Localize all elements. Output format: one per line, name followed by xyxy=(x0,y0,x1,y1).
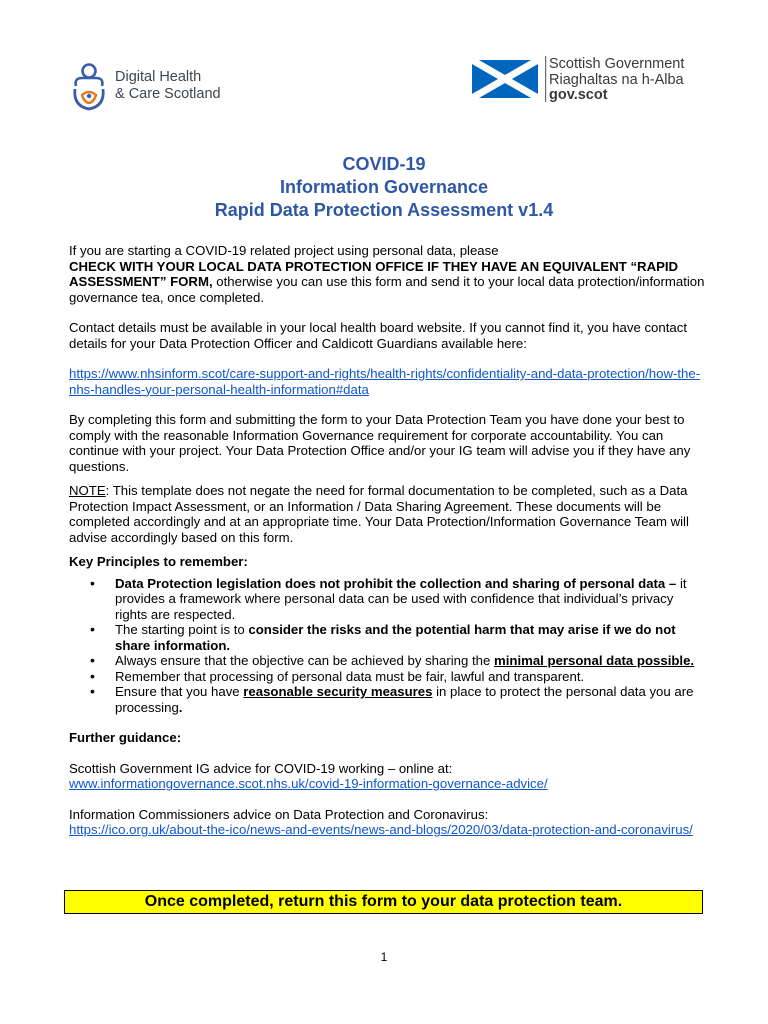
title-line-1: COVID-19 xyxy=(342,154,426,174)
bullet-icon: • xyxy=(90,652,95,668)
bullet-icon: • xyxy=(90,574,95,591)
list-item xyxy=(90,683,709,715)
principle-3-bold: minimal personal data possible. xyxy=(494,653,695,668)
dhcs-line-1: Digital Health xyxy=(115,69,202,85)
further-guidance-heading: Further guidance: xyxy=(69,730,182,745)
key-principles-heading: Key Principles to remember: xyxy=(69,554,248,569)
page-number: 1 xyxy=(380,950,388,964)
list-item xyxy=(90,652,709,669)
title-line-2: Information Governance xyxy=(279,177,489,197)
key-principles-list xyxy=(69,576,709,716)
dhcs-wordmark xyxy=(115,69,221,103)
principle-1-text: it provides a framework where personal data can be used with confidence that individual’s privacy rights are respected. xyxy=(115,575,687,622)
principle-2-text: The starting point is to xyxy=(115,622,249,637)
dhcs-line-2: & Care Scotland xyxy=(115,86,221,102)
intro-paragraph xyxy=(69,243,709,305)
principle-2-bold: consider the risks and the potential harm that may arise if we do not share information. xyxy=(115,622,676,653)
document-body xyxy=(69,243,709,838)
completing-paragraph: By completing this form and submitting the form to your Data Protection Team you have done your best to comply with the reasonable Information Governance requirement for corporate accountability. You can continue with your project. Your Data Protection Office and/or your IG team will advise you if they have any questions. xyxy=(69,412,691,474)
principle-5-bold: reasonable security measures xyxy=(243,684,433,699)
note-paragraph xyxy=(69,483,709,545)
sg-line-1: Scottish Government xyxy=(549,56,685,72)
contact-paragraph: Contact details must be available in your local health board website. If you cannot find it, you have contact details for your Data Protection Officer and Caldicott Guardians available here: xyxy=(69,320,687,351)
list-item xyxy=(90,574,709,623)
principle-4-text: Remember that processing of personal data must be fair, lawful and transparent. xyxy=(115,668,585,684)
bullet-icon: • xyxy=(90,667,95,684)
sg-line-2: Riaghaltas na h-Alba xyxy=(549,71,684,88)
principle-3-text: Always ensure that the objective can be achieved by sharing the xyxy=(115,653,495,668)
bullet-icon: • xyxy=(90,621,95,637)
note-text: : This template does not negate the need for formal documentation to be completed, such as a Data Protection Impact Assessment, or an Information / Data Sharing Agreement. These documents will be completed accordingly and at an appropriate time. Your Data Protection/Information Governance Team will advise accordingly based on this form. xyxy=(69,483,689,545)
title-line-3: Rapid Data Protection Assessment v1.4 xyxy=(214,200,554,220)
note-label: NOTE xyxy=(69,483,106,498)
bullet-icon: • xyxy=(90,683,95,699)
sg-line-3: gov.scot xyxy=(549,87,608,103)
intro-rest-text: otherwise you can use this form and send it to your local data protection/information governance tea, once completed. xyxy=(69,274,705,305)
intro-text: If you are starting a COVID-19 related project using personal data, please xyxy=(69,243,499,258)
principle-5-rest: in place to protect the personal data you are processing xyxy=(115,684,694,715)
sg-wordmark xyxy=(549,57,684,104)
sg-advice-link[interactable]: www.informationgovernance.scot.nhs.uk/covid-19-information-governance-advice/ xyxy=(69,776,548,791)
principle-5-end: . xyxy=(178,699,183,715)
ico-advice-link[interactable]: https://ico.org.uk/about-the-ico/news-and-events/news-and-blogs/2020/03/data-protection-and-coronavirus/ xyxy=(69,822,693,837)
list-item xyxy=(90,667,709,685)
intro-bold-text: CHECK WITH YOUR LOCAL DATA PROTECTION OFFICE IF THEY HAVE AN EQUIVALENT “RAPID ASSESSMENT” FORM, xyxy=(69,258,679,289)
nhsinform-link[interactable]: https://www.nhsinform.scot/care-support-and-rights/health-rights/confidentiality-and-data-protection/how-the-nhs-handles-your-personal-health-information#data xyxy=(69,366,701,397)
list-item xyxy=(90,621,709,653)
ico-advice-text: Information Commissioners advice on Data Protection and Coronavirus: xyxy=(69,806,489,822)
principle-5-text: Ensure that you have xyxy=(115,684,244,699)
sg-advice-text: Scottish Government IG advice for COVID-19 working – online at: xyxy=(69,760,453,776)
return-form-banner: Once completed, return this form to your data protection team. xyxy=(64,890,703,914)
principle-1-bold: Data Protection legislation does not prohibit the collection and sharing of personal data – xyxy=(115,575,677,591)
document-title xyxy=(0,153,768,222)
